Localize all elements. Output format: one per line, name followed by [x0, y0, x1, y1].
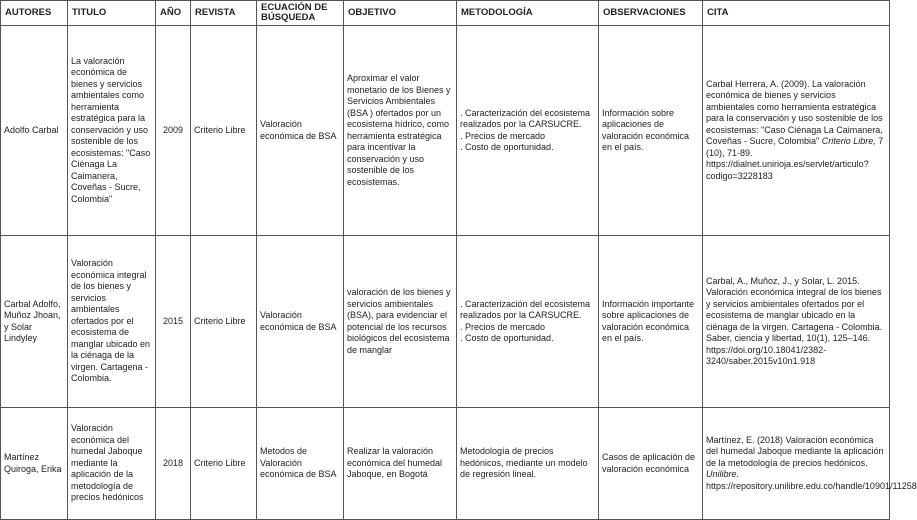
header-metodologia: METODOLOGÍA	[457, 1, 599, 26]
table-row	[1, 26, 890, 236]
metodologia-item: . Costo de oportunidad.	[460, 333, 554, 343]
cell-ecuacion: Valoración económica de BSA	[257, 236, 344, 408]
table-row	[1, 236, 890, 408]
cell-titulo: Valoración económica del humedal Jaboque mediante la aplicación de la metodología de precios hedónicos	[68, 408, 156, 520]
cell-metodologia	[457, 408, 599, 520]
cell-observaciones: Información sobre aplicaciones de valoración económica en el país.	[599, 26, 703, 236]
cell-observaciones: Información importante sobre aplicaciones de valoración económica en el país.	[599, 236, 703, 408]
cell-titulo: Valoración económica integral de los bienes y servicios ambientales ofertados por el ecosistema de manglar ubicado en la ciénaga de la virgen. Cartagena - Colombia.	[68, 236, 156, 408]
cell-revista: Criterio Libre	[191, 26, 257, 236]
cell-objetivo: Aproximar el valor monetario de los Bienes y Servicios Ambientales (BSA ) ofertados por un ecosistema hídrico, como herramienta estratégica para incentivar la conservación y uso sostenible de los ecosistemas.	[344, 26, 457, 236]
metodologia-item: . Precios de mercado	[460, 130, 546, 141]
header-observaciones: OBSERVACIONES	[599, 1, 703, 26]
cell-cita	[703, 408, 917, 520]
cita-text: Martínez, E. (2018) Valoración económica del humedal Jaboque mediante la aplicación de la metodología de precios hedónicos.	[706, 434, 884, 468]
cell-autores: Adolfo Carbal	[1, 26, 68, 236]
cell-revista: Criterio Libre	[191, 408, 257, 520]
cell-cita	[703, 26, 890, 236]
cita-text: Carbal Herrera, A. (2009). La valoración económica de bienes y servicios ambientales como herramienta estratégica para la conservación y uso sostenible de los ecosistemas: "Caso Ciénaga La Caimanera, Coveñas - Sucre, Colombia"	[706, 78, 883, 147]
cell-revista: Criterio Libre	[191, 236, 257, 408]
metodologia-item: Metodología de precios hedónicos, mediante un modelo de regresión lineal.	[460, 446, 588, 480]
cell-autores: Martínez Quiroga, Erika	[1, 408, 68, 520]
cita-details: 7 (10), 71-89. https://dialnet.unirioja.es/servlet/articulo?codigo=3228183	[706, 136, 884, 181]
header-cita: CITA	[703, 1, 890, 26]
header-objetivo: OBJETIVO	[344, 1, 457, 26]
metodologia-item: . Caracterización del ecosistema realizados por la CARSUCRE.	[460, 298, 591, 320]
header-ecuacion: ECUACIÓN DE BÚSQUEDA	[257, 1, 344, 26]
cell-metodologia	[457, 236, 599, 408]
cell-anio: 2018	[156, 408, 191, 520]
cita-details: https://repository.unilibre.edu.co/handle/10901/11258	[706, 480, 917, 491]
cell-titulo: La valoración económica de bienes y servicios ambientales como herramienta estratégica para la conservación y uso sostenible de los ecosistemas: "Caso Ciénaga La Caimanera, Coveñas - Sucre, Colombia"	[68, 26, 156, 236]
cell-cita	[703, 236, 890, 408]
cita-journal: Unilibre.	[706, 469, 740, 480]
header-row	[1, 1, 890, 26]
cell-autores: Carbal Adolfo, Muñoz Jhoan, y Solar Lindyley	[1, 236, 68, 408]
metodologia-item: . Costo de oportunidad.	[460, 142, 554, 152]
header-titulo: TITULO	[68, 1, 156, 26]
header-revista: REVISTA	[191, 1, 257, 26]
cell-metodologia	[457, 26, 599, 236]
cell-objetivo: valoración de los bienes y servicios ambientales (BSA), para evidenciar el potencial de los recursos biológicos del ecosistema de manglar	[344, 236, 457, 408]
table-row	[1, 408, 890, 520]
cita-text: Carbal, A., Muñoz, J., y Solar, L. 2015. Valoración económica integral de los bienes y servicios ambientales ofertados por el ecosistema de manglar ubicado en la ciénaga de la virgen. Cartagena - Colombia. Saber, ciencia y libertad, 10(1), 125–146. https://doi.org/10.18041/2382-3240/saber.2015v10n1.918	[706, 275, 883, 366]
cell-objetivo: Realizar la valoración económica del humedal Jaboque, en Bogotá	[344, 408, 457, 520]
cita-journal: Criterio Libre,	[821, 136, 876, 147]
cell-observaciones: Casos de aplicación de valoración económica	[599, 408, 703, 520]
cell-ecuacion: Valoración económica de BSA	[257, 26, 344, 236]
header-anio: AÑO	[156, 1, 191, 26]
metodologia-item: . Precios de mercado	[460, 321, 546, 332]
header-autores: AUTORES	[1, 1, 68, 26]
cell-ecuacion: Metodos de Valoración económica de BSA	[257, 408, 344, 520]
metodologia-item: . Caracterización del ecosistema realizados por la CARSUCRE.	[460, 107, 591, 129]
cell-anio: 2015	[156, 236, 191, 408]
cell-anio: 2009	[156, 26, 191, 236]
